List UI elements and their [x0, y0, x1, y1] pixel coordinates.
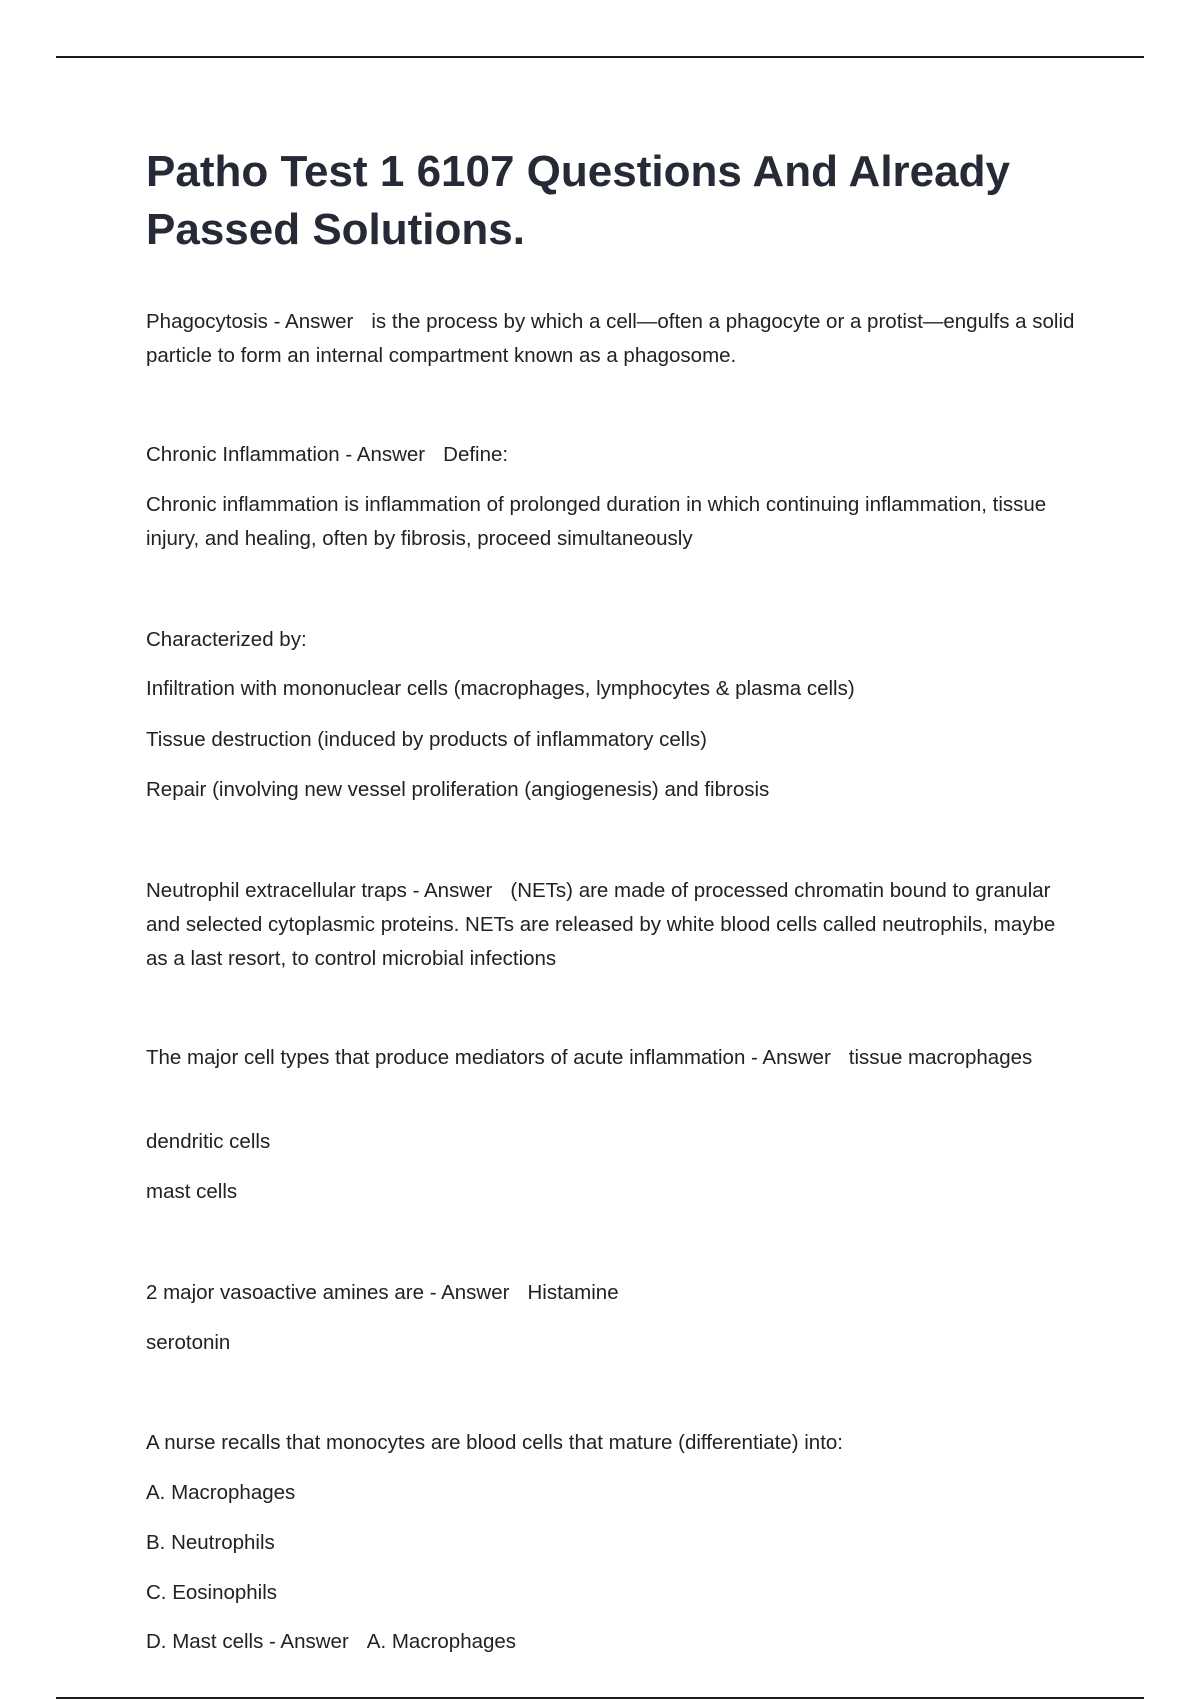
- entry-question: 2 major vasoactive amines are - Answer: [146, 1281, 510, 1304]
- entry-question: Neutrophil extracellular traps - Answer: [146, 879, 493, 902]
- entry-vasoactive-amines: [146, 1276, 1076, 1310]
- entry-question: Phagocytosis - Answer: [146, 310, 354, 333]
- monocytes-question-text: A nurse recalls that monocytes are blood cells that mature (differentiate) into:: [146, 1431, 843, 1454]
- dendritic-cells-text: dendritic cells: [146, 1130, 271, 1153]
- entry-chronic-inflammation: [146, 438, 1076, 472]
- entry-option-d: [146, 1625, 1076, 1659]
- document-title: Patho Test 1 6107 Questions And Already Passed Solutions.: [146, 147, 1010, 254]
- infiltration-text: Infiltration with mononuclear cells (macrophages, lymphocytes & plasma cells): [146, 677, 855, 700]
- serotonin-text: serotonin: [146, 1331, 231, 1354]
- tissue-destruction-text: Tissue destruction (induced by products of inflammatory cells): [146, 728, 707, 751]
- entry-phagocytosis: [146, 305, 1076, 373]
- option-c-text: C. Eosinophils: [146, 1581, 278, 1604]
- entry-answer: is the process by which a cell—often a phagocyte or a protist—engulfs a solid particle to form an internal compartment known as a phagosome.: [146, 310, 1075, 367]
- entry-question: Chronic Inflammation - Answer: [146, 443, 426, 466]
- entry-answer: A. Macrophages: [366, 1630, 517, 1653]
- entry-answer: Histamine: [527, 1281, 619, 1304]
- repair-text: Repair (involving new vessel proliferation (angiogenesis) and fibrosis: [146, 778, 770, 801]
- entry-answer: (NETs) are made of processed chromatin bound to granular and selected cytoplasmic proteins. NETs are released by white blood cells called neutrophils, maybe as a last resort, to control microbial infections: [146, 879, 1056, 970]
- chronic-definition-text: Chronic inflammation is inflammation of prolonged duration in which continuing inflammation, tissue injury, and healing, often by fibrosis, proceed simultaneously: [146, 493, 1047, 550]
- option-a-text: A. Macrophages: [146, 1481, 296, 1504]
- top-rule: [56, 56, 1144, 58]
- entry-question: D. Mast cells - Answer: [146, 1630, 349, 1653]
- entry-nets: [146, 874, 1076, 976]
- entry-mediator-cells: [146, 1041, 1076, 1075]
- entry-question: The major cell types that produce mediators of acute inflammation - Answer: [146, 1046, 831, 1069]
- characterized-by-text: Characterized by:: [146, 628, 307, 651]
- entry-answer: tissue macrophages: [848, 1046, 1033, 1069]
- option-b-text: B. Neutrophils: [146, 1531, 275, 1554]
- bottom-rule: [56, 1697, 1144, 1699]
- mast-cells-text: mast cells: [146, 1180, 238, 1203]
- entry-answer: Define:: [443, 443, 509, 466]
